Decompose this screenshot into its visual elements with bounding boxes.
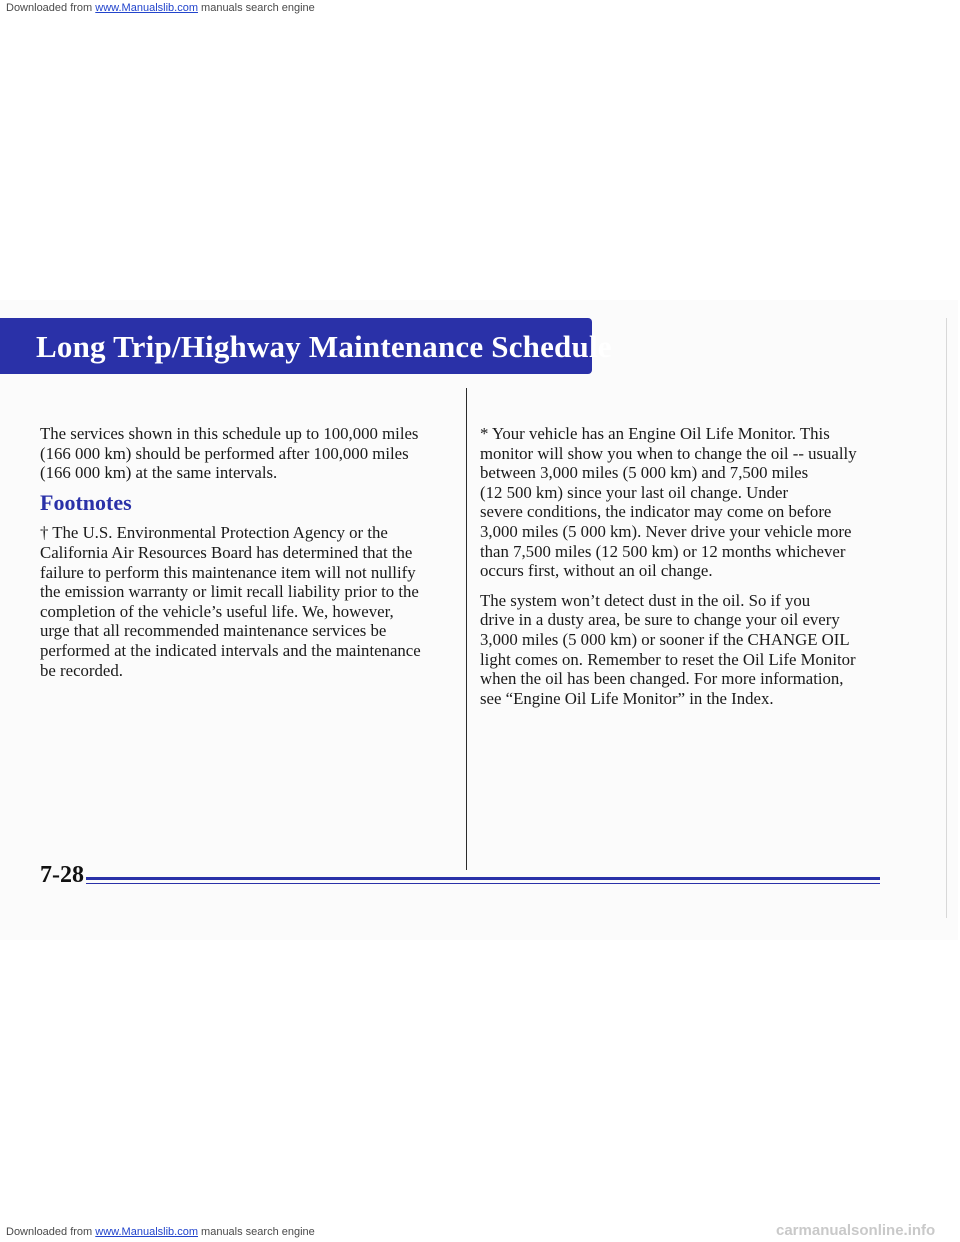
right-column — [480, 424, 890, 718]
bottom-watermark — [6, 1226, 315, 1238]
watermark-suffix: manuals search engine — [197, 2, 315, 14]
top-watermark — [6, 2, 315, 14]
watermark-prefix: Downloaded from — [6, 2, 96, 14]
star-footnote: * Your vehicle has an Engine Oil Life Monitor. This monitor will show you when to change the oil -- usually between 3,000 miles (5 000 km) and 7,500 miles (12 500 km) since your last oil change. Under severe conditions, the indicator may come on before 3,000 miles (5 000 km). Never drive your vehicle more than 7,500 miles (12 500 km) or 12 months whichever occurs first, without an oil change. — [480, 424, 857, 581]
intro-paragraph: The services shown in this schedule up to 100,000 miles (166 000 km) should be performed after 100,000 miles (166 000 km) at the same intervals. — [40, 424, 419, 483]
footer-rule-thin — [86, 883, 880, 884]
footer-rule-thick — [86, 877, 880, 880]
watermark-prefix: Downloaded from — [6, 1226, 96, 1238]
footnotes-heading: Footnotes — [40, 489, 132, 515]
section-title: Long Trip/Highway Maintenance Schedule — [36, 329, 612, 364]
site-logo: carmanualsonline.info — [776, 1222, 936, 1239]
page-edge-line — [946, 318, 947, 918]
column-divider — [466, 388, 467, 870]
dagger-footnote: † The U.S. Environmental Protection Agency or the California Air Resources Board has determined that the failure to perform this maintenance item will not nullify the emission warranty or limit recall liability prior to the completion of the vehicle’s useful life. We, however, urge that all recommended maintenance services be performed at the indicated intervals and the maintenance be recorded. — [40, 523, 421, 680]
manualslib-link[interactable]: www.Manualslib.com — [95, 1226, 198, 1238]
manualslib-link[interactable]: www.Manualslib.com — [95, 2, 198, 14]
left-column — [40, 424, 450, 690]
page-number: 7-28 — [40, 862, 84, 888]
watermark-suffix: manuals search engine — [197, 1226, 315, 1238]
dust-note-paragraph: The system won’t detect dust in the oil. So if you drive in a dusty area, be sure to change your oil every 3,000 miles (5 000 km) or sooner if the CHANGE OIL light comes on. Remember to reset the Oil Life Monitor when the oil has been changed. For more information, see “Engine Oil Life Monitor” in the Index. — [480, 590, 856, 708]
